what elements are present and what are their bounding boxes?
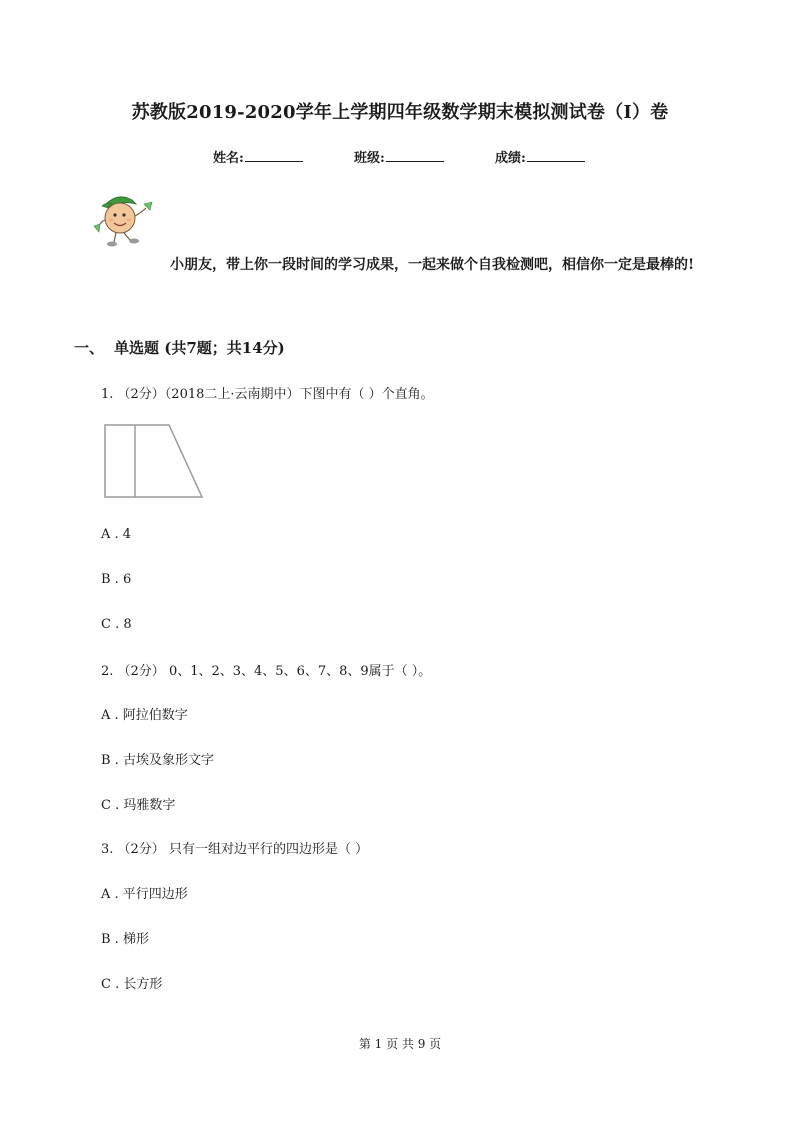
question-1-option-c[interactable]: C . 8: [101, 617, 132, 632]
name-field: [213, 147, 303, 166]
section-heading: [74, 337, 285, 358]
question-2-option-c[interactable]: C . 玛雅数字: [101, 798, 176, 813]
question-3: 3. （2分） 只有一组对边平行的四边形是（ ）: [101, 842, 369, 857]
section-title: 单选题 (共7题；共14分): [114, 339, 285, 357]
section-number: 一、: [74, 339, 105, 357]
name-blank[interactable]: [245, 149, 303, 162]
question-1: 1. （2分）（2018二上·云南期中）下图中有（ ）个直角。: [101, 387, 434, 402]
question-3-option-b[interactable]: B . 梯形: [101, 932, 149, 947]
score-blank[interactable]: [527, 149, 585, 162]
score-label: 成绩:: [495, 151, 526, 166]
intro-text: 小朋友，带上你一段时间的学习成果，一起来做个自我检测吧，相信你一定是最棒的!: [170, 257, 695, 273]
class-field: [354, 147, 444, 166]
question-1-option-b[interactable]: B . 6: [101, 572, 132, 587]
question-2-option-a[interactable]: A . 阿拉伯数字: [101, 708, 188, 723]
question-3-option-c[interactable]: C . 长方形: [101, 977, 163, 992]
mascot-icon: [92, 190, 160, 250]
score-field: [495, 147, 585, 166]
document-title: 苏教版2019-2020学年上学期四年级数学期末模拟测试卷（I）卷: [131, 102, 669, 123]
question-2: 2. （2分） 0、1、2、3、4、5、6、7、8、9属于（ ）。: [101, 664, 432, 679]
right-angle-figure: [102, 422, 206, 500]
class-blank[interactable]: [386, 149, 444, 162]
page-footer: 第 1 页 共 9 页: [358, 1037, 442, 1051]
question-1-option-a[interactable]: A . 4: [101, 527, 132, 542]
question-2-option-b[interactable]: B . 古埃及象形文字: [101, 753, 214, 768]
class-label: 班级:: [354, 151, 385, 166]
name-label: 姓名:: [213, 151, 244, 166]
question-3-option-a[interactable]: A . 平行四边形: [101, 887, 188, 902]
